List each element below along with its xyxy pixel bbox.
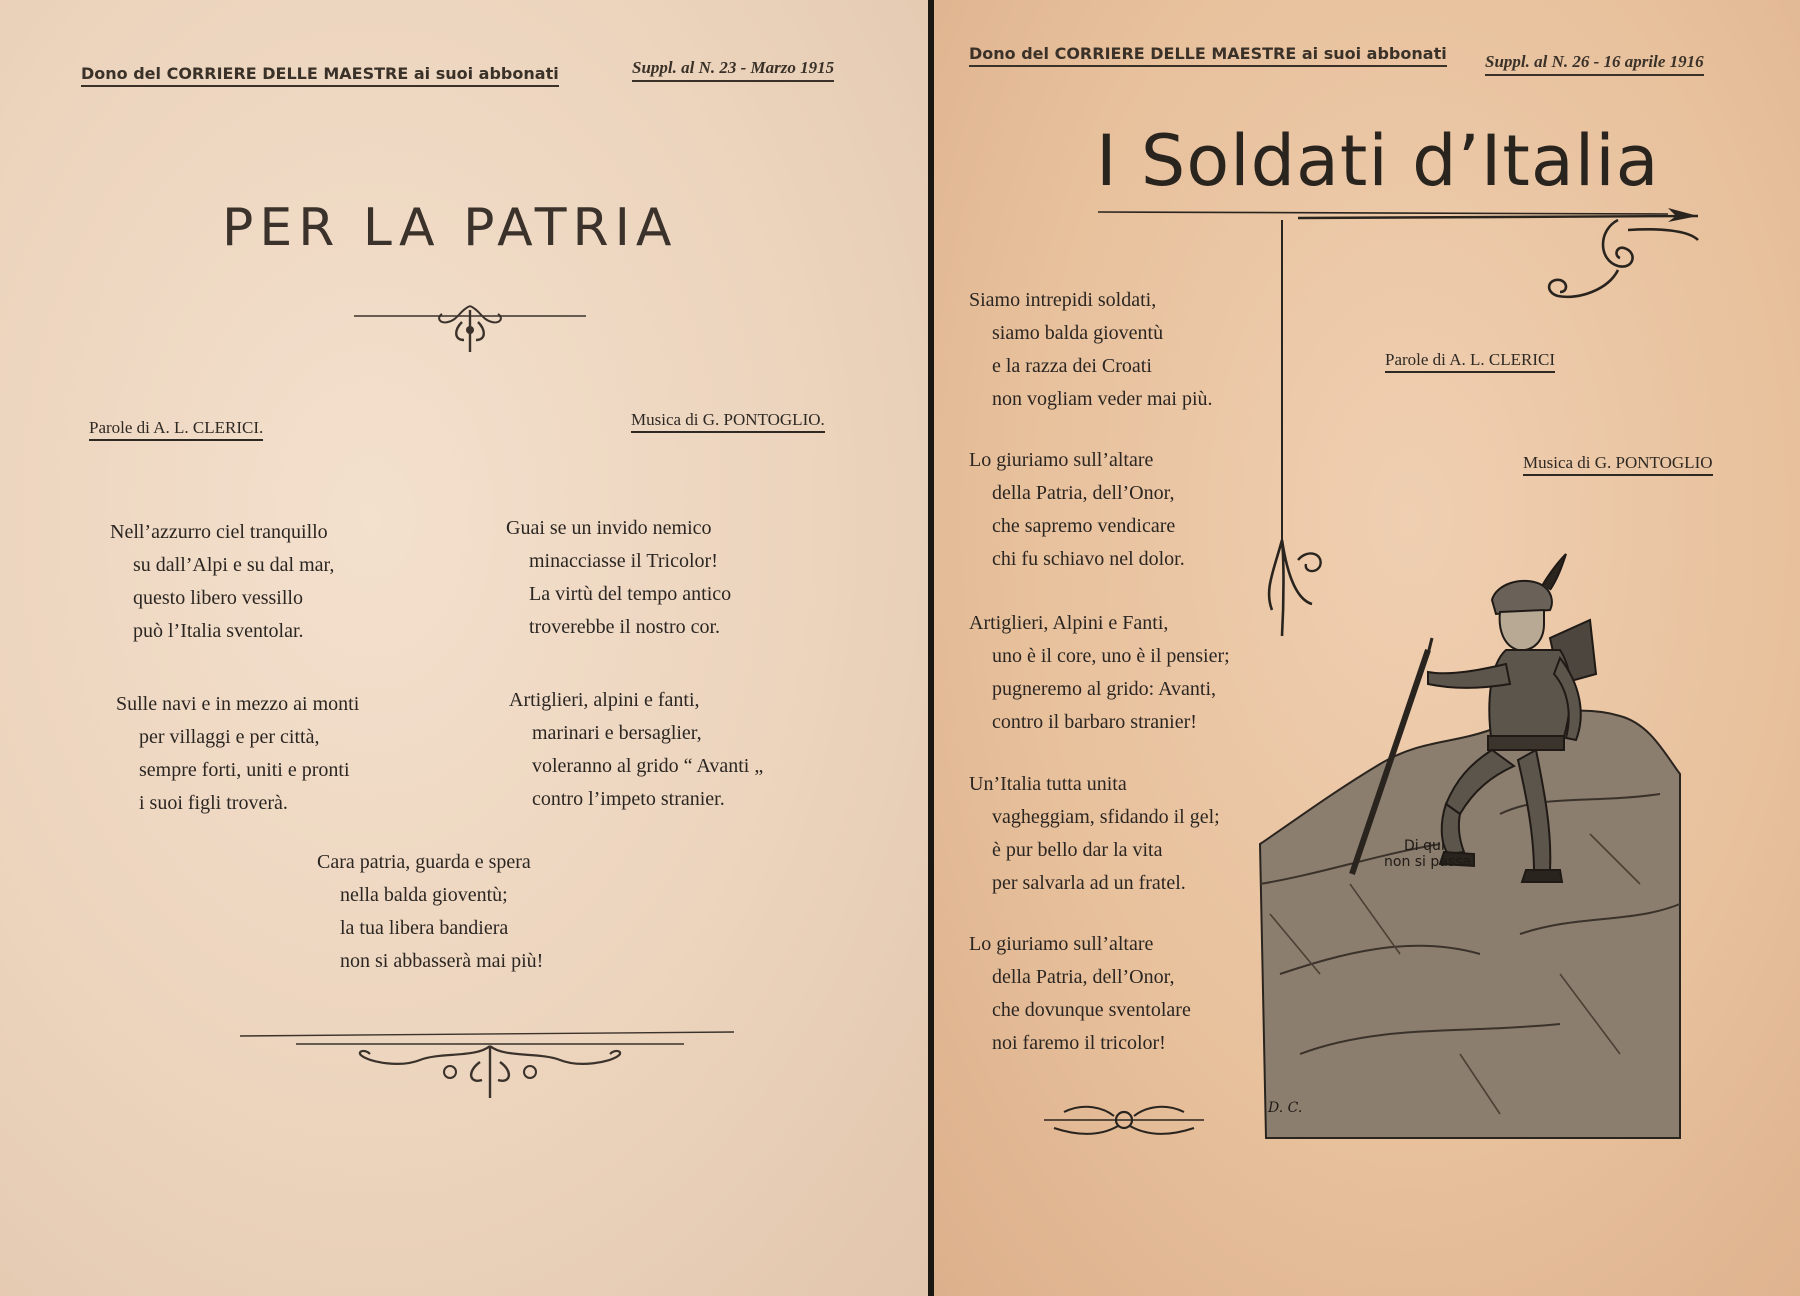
illustration-caption-line2: non si passa! bbox=[1384, 854, 1477, 870]
verse-line: e la razza dei Croati bbox=[992, 355, 1152, 377]
left-title-ornament bbox=[350, 300, 590, 360]
left-page-title: PER LA PATRIA bbox=[222, 198, 678, 258]
left-header-supplement: Suppl. al N. 23 - Marzo 1915 bbox=[632, 58, 834, 82]
right-stanza-3 bbox=[969, 607, 1230, 739]
verse-line: La virtù del tempo antico bbox=[529, 583, 732, 605]
verse-line: è pur bello dar la vita bbox=[992, 839, 1163, 861]
verse-line: contro il barbaro stranier! bbox=[992, 711, 1197, 733]
verse-line: Sulle navi e in mezzo ai monti bbox=[116, 693, 360, 715]
right-stanza-2 bbox=[969, 444, 1185, 576]
right-stanza-4 bbox=[969, 768, 1220, 900]
verse-line: può l’Italia sventolar. bbox=[133, 620, 304, 642]
right-page-title: I Soldati d’Italia bbox=[1096, 120, 1660, 202]
right-header-gift: Dono del CORRIERE DELLE MAESTRE ai suoi abbonati bbox=[969, 44, 1447, 67]
verse-line: pugneremo al grido: Avanti, bbox=[992, 678, 1217, 700]
verse-line: Cara patria, guarda e spera bbox=[317, 851, 531, 873]
right-stanza-1 bbox=[969, 284, 1213, 416]
left-stanza-1 bbox=[110, 516, 334, 648]
verse-line: troverebbe il nostro cor. bbox=[529, 616, 721, 638]
left-lyrics-credit: Parole di A. L. CLERICI. bbox=[89, 418, 263, 441]
verse-line: minacciasse il Tricolor! bbox=[529, 550, 718, 572]
verse-line: Artiglieri, alpini e fanti, bbox=[509, 689, 700, 711]
verse-line: della Patria, dell’Onor, bbox=[992, 966, 1175, 988]
left-stanza-4 bbox=[509, 684, 763, 816]
verse-line: uno è il core, uno è il pensier; bbox=[992, 645, 1230, 667]
left-stanza-2 bbox=[506, 512, 731, 644]
left-bottom-ornament bbox=[240, 1028, 740, 1108]
right-stanza-5 bbox=[969, 928, 1191, 1060]
verse-line: Siamo intrepidi soldati, bbox=[969, 289, 1157, 311]
right-header-supplement: Suppl. al N. 26 - 16 aprile 1916 bbox=[1485, 52, 1704, 76]
left-stanza-5 bbox=[317, 846, 543, 978]
right-lyrics-credit: Parole di A. L. CLERICI bbox=[1385, 350, 1555, 373]
illustration-caption-line1: Di qui bbox=[1404, 838, 1445, 854]
soldier-illustration bbox=[1260, 554, 1680, 1138]
left-stanza-3 bbox=[116, 688, 359, 820]
right-music-credit: Musica di G. PONTOGLIO bbox=[1523, 453, 1713, 476]
left-header-gift: Dono del CORRIERE DELLE MAESTRE ai suoi abbonati bbox=[81, 64, 559, 87]
verse-line: Nell’azzurro ciel tranquillo bbox=[110, 521, 328, 543]
verse-line: non vogliam veder mai più. bbox=[992, 388, 1213, 410]
verse-line: chi fu schiavo nel dolor. bbox=[992, 548, 1185, 570]
verse-line: per villaggi e per città, bbox=[139, 726, 320, 748]
verse-line: contro l’impeto stranier. bbox=[532, 788, 725, 810]
right-sheet bbox=[934, 0, 1800, 1296]
verse-line: Lo giuriamo sull’altare bbox=[969, 933, 1154, 955]
verse-line: Artiglieri, Alpini e Fanti, bbox=[969, 612, 1169, 634]
verse-line: voleranno al grido “ Avanti „ bbox=[532, 755, 764, 777]
verse-line: i suoi figli troverà. bbox=[139, 792, 288, 814]
verse-line: siamo balda gioventù bbox=[992, 322, 1164, 344]
verse-line: sempre forti, uniti e pronti bbox=[139, 759, 350, 781]
verse-line: la tua libera bandiera bbox=[340, 917, 509, 939]
verse-line: nella balda gioventù; bbox=[340, 884, 508, 906]
left-music-credit: Musica di G. PONTOGLIO. bbox=[631, 410, 825, 433]
verse-line: marinari e bersaglier, bbox=[532, 722, 702, 744]
verse-line: vagheggiam, sfidando il gel; bbox=[992, 806, 1220, 828]
illustration-signature: D. C. bbox=[1268, 1100, 1303, 1116]
verse-line: non si abbasserà mai più! bbox=[340, 950, 544, 972]
verse-line: Guai se un invido nemico bbox=[506, 517, 712, 539]
verse-line: noi faremo il tricolor! bbox=[992, 1032, 1166, 1054]
verse-line: che sapremo vendicare bbox=[992, 515, 1176, 537]
verse-line: che dovunque sventolare bbox=[992, 999, 1191, 1021]
verse-line: della Patria, dell’Onor, bbox=[992, 482, 1175, 504]
verse-line: Un’Italia tutta unita bbox=[969, 773, 1127, 795]
verse-line: per salvarla ad un fratel. bbox=[992, 872, 1186, 894]
right-bottom-ornament bbox=[1044, 1098, 1204, 1146]
verse-line: questo libero vessillo bbox=[133, 587, 303, 609]
verse-line: Lo giuriamo sull’altare bbox=[969, 449, 1154, 471]
verse-line: su dall’Alpi e su dal mar, bbox=[133, 554, 335, 576]
